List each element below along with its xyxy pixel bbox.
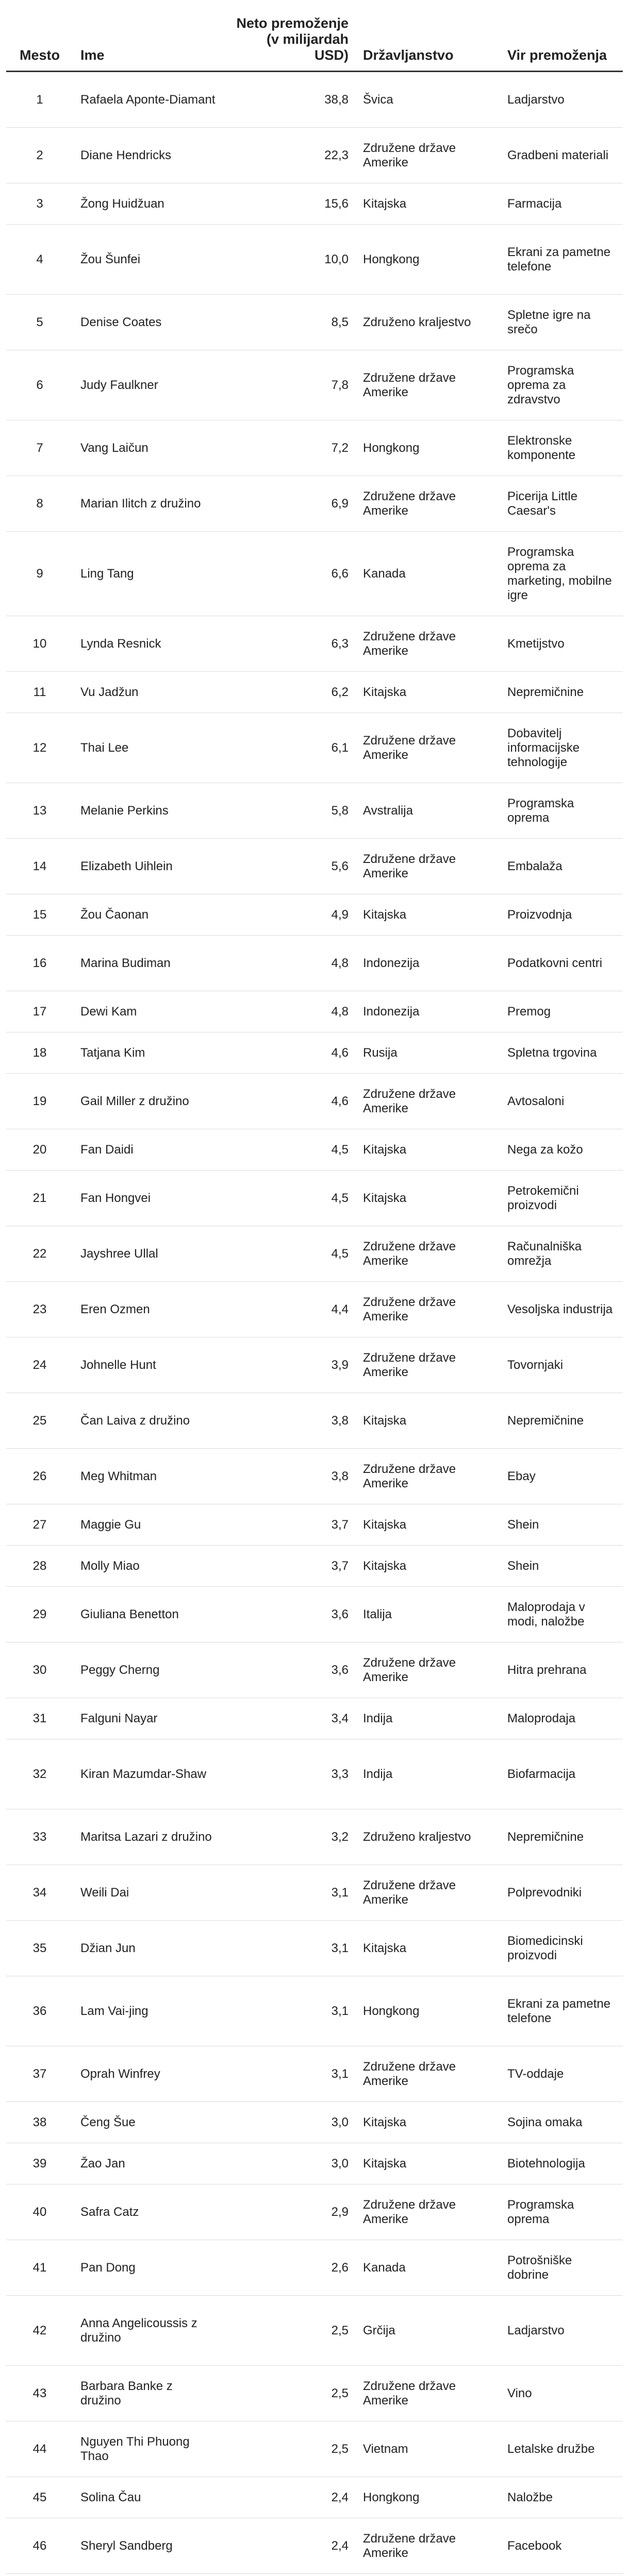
cell-country: Vietnam [356, 2421, 500, 2477]
table-row [6, 991, 623, 1032]
cell-rank: 41 [6, 2240, 73, 2296]
cell-name: Žou Šunfei [73, 225, 223, 295]
cell-country [356, 2574, 500, 2576]
cell-name: Peggy Cherng [73, 1642, 223, 1698]
cell-source: Ladjarstvo [500, 2296, 623, 2366]
cell-source: Biotehnologija [500, 2143, 623, 2184]
cell-country: Združene države Amerike [356, 1226, 500, 1282]
cell-rank: 22 [6, 1226, 73, 1282]
table-row [6, 2240, 623, 2296]
table-row [6, 1642, 623, 1698]
cell-source: Letalske družbe [500, 2421, 623, 2477]
cell-country: Kitajska [356, 894, 500, 936]
cell-country: Kitajska [356, 1921, 500, 1976]
cell-rank: 24 [6, 1337, 73, 1393]
cell-net-worth: 4,6 [223, 1032, 356, 1074]
cell-country: Združeno kraljestvo [356, 295, 500, 350]
cell-rank: 10 [6, 616, 73, 672]
table-row [6, 350, 623, 420]
cell-country: Združene države Amerike [356, 476, 500, 532]
table-row [6, 1032, 623, 1074]
table-row [6, 1546, 623, 1587]
cell-rank: 9 [6, 532, 73, 616]
cell-name: Denise Coates [73, 295, 223, 350]
cell-rank: 27 [6, 1504, 73, 1546]
cell-source: Spletna trgovina [500, 1032, 623, 1074]
cell-net-worth: 5,8 [223, 783, 356, 839]
cell-rank: 29 [6, 1587, 73, 1642]
cell-rank: 34 [6, 1865, 73, 1921]
cell-source: Ekrani za pametne telefone [500, 225, 623, 295]
cell-source: Hitra prehrana [500, 1642, 623, 1698]
cell-name: Meg Whitman [73, 1449, 223, 1504]
cell-name: Žao Jan [73, 2143, 223, 2184]
table-row [6, 183, 623, 225]
cell-country: Združene države Amerike [356, 616, 500, 672]
cell-country: Kitajska [356, 1393, 500, 1449]
cell-rank: 12 [6, 713, 73, 783]
cell-name: Žou Čaonan [73, 894, 223, 936]
cell-net-worth: 2,6 [223, 2240, 356, 2296]
cell-net-worth: 3,6 [223, 1642, 356, 1698]
cell-source: Ebay [500, 1449, 623, 1504]
cell-rank: 45 [6, 2477, 73, 2518]
cell-net-worth: 2,5 [223, 2296, 356, 2366]
cell-country: Kitajska [356, 183, 500, 225]
cell-net-worth: 2,5 [223, 2421, 356, 2477]
cell-country: Italija [356, 1587, 500, 1642]
cell-country: Združene države Amerike [356, 1642, 500, 1698]
cell-country: Hongkong [356, 225, 500, 295]
cell-country: Hongkong [356, 1976, 500, 2046]
table-row [6, 783, 623, 839]
cell-source: Premog [500, 991, 623, 1032]
cell-name: Ling Tang [73, 532, 223, 616]
cell-source: Tovornjaki [500, 1337, 623, 1393]
cell-name: Kiran Mazumdar-Shaw [73, 1739, 223, 1809]
cell-source: Vino [500, 2366, 623, 2421]
cell-name: Maritsa Lazari z družino [73, 1809, 223, 1865]
cell-rank: 8 [6, 476, 73, 532]
cell-source: Programska oprema za zdravstvo [500, 350, 623, 420]
table-row [6, 532, 623, 616]
cell-source: Računalniška omrežja [500, 1226, 623, 1282]
cell-name: Žong Huidžuan [73, 183, 223, 225]
billionaires-table [6, 15, 623, 2576]
cell-rank: 7 [6, 420, 73, 476]
cell-net-worth: 5,6 [223, 839, 356, 894]
cell-rank: 46 [6, 2518, 73, 2574]
cell-net-worth: 4,8 [223, 991, 356, 1032]
cell-net-worth: 7,2 [223, 420, 356, 476]
cell-net-worth: 22,3 [223, 128, 356, 183]
cell-net-worth: 4,6 [223, 1074, 356, 1129]
cell-rank [6, 2574, 73, 2576]
cell-name: Maggie Gu [73, 1504, 223, 1546]
table-row [6, 420, 623, 476]
cell-rank: 44 [6, 2421, 73, 2477]
cell-country: Združene države Amerike [356, 2184, 500, 2240]
cell-rank: 37 [6, 2046, 73, 2102]
cell-country: Kanada [356, 2240, 500, 2296]
cell-rank: 17 [6, 991, 73, 1032]
cell-source: Programska oprema [500, 783, 623, 839]
cell-name: Fan Daidi [73, 1129, 223, 1171]
cell-country: Indija [356, 1739, 500, 1809]
cell-source: Dobavitelj informacijske tehnologije [500, 713, 623, 783]
cell-name: Fan Hongvei [73, 1171, 223, 1226]
cell-net-worth: 2,4 [223, 2477, 356, 2518]
cell-net-worth: 3,0 [223, 2102, 356, 2143]
cell-country: Hongkong [356, 2477, 500, 2518]
cell-country: Kitajska [356, 1129, 500, 1171]
cell-source: Spletne igre na srečo [500, 295, 623, 350]
cell-country: Združene države Amerike [356, 2518, 500, 2574]
table-row [6, 936, 623, 991]
cell-source: Petrokemični proizvodi [500, 1171, 623, 1226]
table-row [6, 894, 623, 936]
cell-rank: 6 [6, 350, 73, 420]
cell-country: Rusija [356, 1032, 500, 1074]
cell-source: Elektronske komponente [500, 420, 623, 476]
cell-net-worth: 38,8 [223, 72, 356, 128]
header-name[interactable]: Ime [73, 15, 223, 72]
cell-source: Programska oprema za marketing, mobilne igre [500, 532, 623, 616]
cell-net-worth: 6,2 [223, 672, 356, 713]
cell-net-worth: 10,0 [223, 225, 356, 295]
cell-source: Kmetijstvo [500, 616, 623, 672]
cell-country: Kitajska [356, 672, 500, 713]
cell-country: Indonezija [356, 991, 500, 1032]
cell-name: Molly Miao [73, 1546, 223, 1587]
cell-country: Združene države Amerike [356, 2366, 500, 2421]
table-row [6, 1282, 623, 1337]
header-rank[interactable]: Mesto [6, 15, 73, 72]
cell-net-worth: 3,1 [223, 2046, 356, 2102]
cell-rank: 43 [6, 2366, 73, 2421]
cell-country: Združene države Amerike [356, 350, 500, 420]
cell-source: Embalaža [500, 839, 623, 894]
cell-rank: 36 [6, 1976, 73, 2046]
cell-net-worth: 2,5 [223, 2366, 356, 2421]
cell-country: Hongkong [356, 420, 500, 476]
cell-rank: 38 [6, 2102, 73, 2143]
cell-rank: 28 [6, 1546, 73, 1587]
cell-source: Maloprodaja v modi, naložbe [500, 1587, 623, 1642]
table-row [6, 295, 623, 350]
cell-source: Ladjarstvo [500, 72, 623, 128]
cell-country: Združene države Amerike [356, 839, 500, 894]
header-source[interactable]: Vir premoženja [500, 15, 623, 72]
table-row [6, 1393, 623, 1449]
cell-net-worth: 3,6 [223, 1587, 356, 1642]
cell-net-worth: 6,9 [223, 476, 356, 532]
table-row [6, 713, 623, 783]
cell-name: Vu Jadžun [73, 672, 223, 713]
header-net-worth[interactable]: Neto premoženje (v milijardah USD) [223, 15, 356, 72]
cell-source: Nepremičnine [500, 672, 623, 713]
table-row [6, 2366, 623, 2421]
table-row [6, 1921, 623, 1976]
cell-name: Jayshree Ullal [73, 1226, 223, 1282]
cell-net-worth: 3,9 [223, 1337, 356, 1393]
table-row [6, 1504, 623, 1546]
cell-rank: 42 [6, 2296, 73, 2366]
cell-rank: 40 [6, 2184, 73, 2240]
cell-net-worth: 3,7 [223, 1546, 356, 1587]
cell-net-worth: 3,0 [223, 2143, 356, 2184]
table-row [6, 1449, 623, 1504]
cell-rank: 1 [6, 72, 73, 128]
table-row [6, 1129, 623, 1171]
cell-source: Shein [500, 1504, 623, 1546]
cell-name: Tatjana Kim [73, 1032, 223, 1074]
cell-rank: 3 [6, 183, 73, 225]
cell-net-worth: 6,3 [223, 616, 356, 672]
cell-source: Vesoljska industrija [500, 1282, 623, 1337]
cell-net-worth: 4,5 [223, 1226, 356, 1282]
cell-name: Oprah Winfrey [73, 2046, 223, 2102]
cell-name: Nguyen Thi Phuong Thao [73, 2421, 223, 2477]
cell-country: Združene države Amerike [356, 1337, 500, 1393]
cell-net-worth: 2,4 [223, 2518, 356, 2574]
cell-name: Džian Jun [73, 1921, 223, 1976]
table-header [6, 15, 623, 72]
cell-country: Združene države Amerike [356, 713, 500, 783]
cell-country: Grčija [356, 2296, 500, 2366]
table-row [6, 476, 623, 532]
cell-name: Barbara Banke z družino [73, 2366, 223, 2421]
cell-net-worth: 3,1 [223, 1865, 356, 1921]
cell-name: Eren Ozmen [73, 1282, 223, 1337]
cell-country: Švica [356, 72, 500, 128]
cell-rank: 15 [6, 894, 73, 936]
cell-net-worth: 3,3 [223, 1739, 356, 1809]
cell-net-worth: 6,6 [223, 532, 356, 616]
table-row [6, 2518, 623, 2574]
cell-name: Thai Lee [73, 713, 223, 783]
cell-source: Naložbe [500, 2477, 623, 2518]
cell-name: Anna Angelicoussis z družino [73, 2296, 223, 2366]
cell-source: Shein [500, 1546, 623, 1587]
cell-net-worth: 3,1 [223, 1921, 356, 1976]
cell-country: Kitajska [356, 1546, 500, 1587]
cell-rank: 16 [6, 936, 73, 991]
table-row [6, 128, 623, 183]
cell-name: Melanie Perkins [73, 783, 223, 839]
table-row [6, 2296, 623, 2366]
cell-net-worth: 2,9 [223, 2184, 356, 2240]
cell-name: Johnelle Hunt [73, 1337, 223, 1393]
table-row [6, 2102, 623, 2143]
cell-source: Ekrani za pametne telefone [500, 1976, 623, 2046]
cell-rank: 21 [6, 1171, 73, 1226]
cell-rank: 14 [6, 839, 73, 894]
cell-country: Združene države Amerike [356, 1074, 500, 1129]
cell-rank: 11 [6, 672, 73, 713]
cell-country: Kitajska [356, 1171, 500, 1226]
cell-source: Polprevodniki [500, 1865, 623, 1921]
table-row [6, 1809, 623, 1865]
cell-country: Združene države Amerike [356, 1865, 500, 1921]
cell-source: Maloprodaja [500, 1698, 623, 1739]
cell-net-worth: 6,1 [223, 713, 356, 783]
cell-source: Biomedicinski proizvodi [500, 1921, 623, 1976]
table-row [6, 2184, 623, 2240]
table-row [6, 1171, 623, 1226]
cell-country: Združeno kraljestvo [356, 1809, 500, 1865]
cell-net-worth: 4,8 [223, 936, 356, 991]
cell-country: Kitajska [356, 1504, 500, 1546]
table-row [6, 1976, 623, 2046]
cell-country: Združene države Amerike [356, 1282, 500, 1337]
cell-rank: 25 [6, 1393, 73, 1449]
cell-net-worth: 3,1 [223, 1976, 356, 2046]
cell-name: Elizabeth Uihlein [73, 839, 223, 894]
cell-net-worth: 8,5 [223, 295, 356, 350]
table-row [6, 1337, 623, 1393]
cell-rank: 20 [6, 1129, 73, 1171]
cell-country: Kanada [356, 532, 500, 616]
table-row [6, 672, 623, 713]
cell-net-worth: 3,4 [223, 1698, 356, 1739]
cell-name: Solina Čau [73, 2477, 223, 2518]
table-row [6, 1865, 623, 1921]
table-row [6, 2143, 623, 2184]
cell-net-worth: 7,8 [223, 350, 356, 420]
cell-source: Picerija Little Caesar's [500, 476, 623, 532]
cell-source: Programska oprema [500, 2184, 623, 2240]
table-row [6, 72, 623, 128]
cell-name: Judy Faulkner [73, 350, 223, 420]
cell-name: Sheryl Sandberg [73, 2518, 223, 2574]
cell-name: Giuliana Benetton [73, 1587, 223, 1642]
table-row [6, 1226, 623, 1282]
cell-name: Pan Dong [73, 2240, 223, 2296]
cell-name: Lynda Resnick [73, 616, 223, 672]
cell-rank: 19 [6, 1074, 73, 1129]
table-body [6, 72, 623, 2576]
cell-name: Vang Laičun [73, 420, 223, 476]
table-row [6, 225, 623, 295]
cell-source: Potrošniške dobrine [500, 2240, 623, 2296]
cell-net-worth: 4,4 [223, 1282, 356, 1337]
cell-rank: 30 [6, 1642, 73, 1698]
header-country[interactable]: Državljanstvo [356, 15, 500, 72]
cell-source: Proizvodnja [500, 894, 623, 936]
cell-country: Indija [356, 1698, 500, 1739]
cell-rank: 35 [6, 1921, 73, 1976]
cell-net-worth: 4,5 [223, 1129, 356, 1171]
cell-rank: 31 [6, 1698, 73, 1739]
cell-name: Gail Miller z družino [73, 1074, 223, 1129]
cell-rank: 4 [6, 225, 73, 295]
table-row [6, 2046, 623, 2102]
cell-country: Kitajska [356, 2143, 500, 2184]
cell-country: Indonezija [356, 936, 500, 991]
table-row [6, 839, 623, 894]
cell-name [73, 2574, 223, 2576]
cell-source: Nepremičnine [500, 1809, 623, 1865]
cell-net-worth: 3,8 [223, 1449, 356, 1504]
cell-rank: 32 [6, 1739, 73, 1809]
table-row [6, 616, 623, 672]
cell-rank: 2 [6, 128, 73, 183]
cell-net-worth: 3,7 [223, 1504, 356, 1546]
cell-net-worth: 4,9 [223, 894, 356, 936]
cell-rank: 33 [6, 1809, 73, 1865]
cell-rank: 13 [6, 783, 73, 839]
table-row [6, 2421, 623, 2477]
cell-name: Marian Ilitch z družino [73, 476, 223, 532]
cell-name: Marina Budiman [73, 936, 223, 991]
cell-name: Weili Dai [73, 1865, 223, 1921]
table-row [6, 2574, 623, 2576]
cell-source: Facebook [500, 2518, 623, 2574]
cell-source: Sojina omaka [500, 2102, 623, 2143]
cell-rank: 5 [6, 295, 73, 350]
cell-rank: 18 [6, 1032, 73, 1074]
cell-source [500, 2574, 623, 2576]
cell-net-worth: 15,6 [223, 183, 356, 225]
cell-source: Biofarmacija [500, 1739, 623, 1809]
cell-net-worth [223, 2574, 356, 2576]
table-row [6, 1698, 623, 1739]
table-row [6, 1587, 623, 1642]
cell-country: Združene države Amerike [356, 128, 500, 183]
cell-country: Kitajska [356, 2102, 500, 2143]
cell-source: Farmacija [500, 183, 623, 225]
cell-name: Diane Hendricks [73, 128, 223, 183]
cell-name: Falguni Nayar [73, 1698, 223, 1739]
cell-country: Združene države Amerike [356, 1449, 500, 1504]
cell-source: Avtosaloni [500, 1074, 623, 1129]
cell-net-worth: 3,2 [223, 1809, 356, 1865]
cell-country: Združene države Amerike [356, 2046, 500, 2102]
cell-name: Safra Catz [73, 2184, 223, 2240]
cell-source: Podatkovni centri [500, 936, 623, 991]
table-row [6, 1739, 623, 1809]
table-row [6, 2477, 623, 2518]
cell-source: Nepremičnine [500, 1393, 623, 1449]
cell-name: Čeng Šue [73, 2102, 223, 2143]
cell-source: Gradbeni materiali [500, 128, 623, 183]
cell-name: Rafaela Aponte-Diamant [73, 72, 223, 128]
cell-name: Čan Laiva z družino [73, 1393, 223, 1449]
table-row [6, 1074, 623, 1129]
cell-net-worth: 4,5 [223, 1171, 356, 1226]
cell-source: TV-oddaje [500, 2046, 623, 2102]
cell-rank: 26 [6, 1449, 73, 1504]
cell-net-worth: 3,8 [223, 1393, 356, 1449]
cell-rank: 39 [6, 2143, 73, 2184]
cell-source: Nega za kožo [500, 1129, 623, 1171]
cell-country: Avstralija [356, 783, 500, 839]
cell-name: Lam Vai-jing [73, 1976, 223, 2046]
cell-rank: 23 [6, 1282, 73, 1337]
cell-name: Dewi Kam [73, 991, 223, 1032]
